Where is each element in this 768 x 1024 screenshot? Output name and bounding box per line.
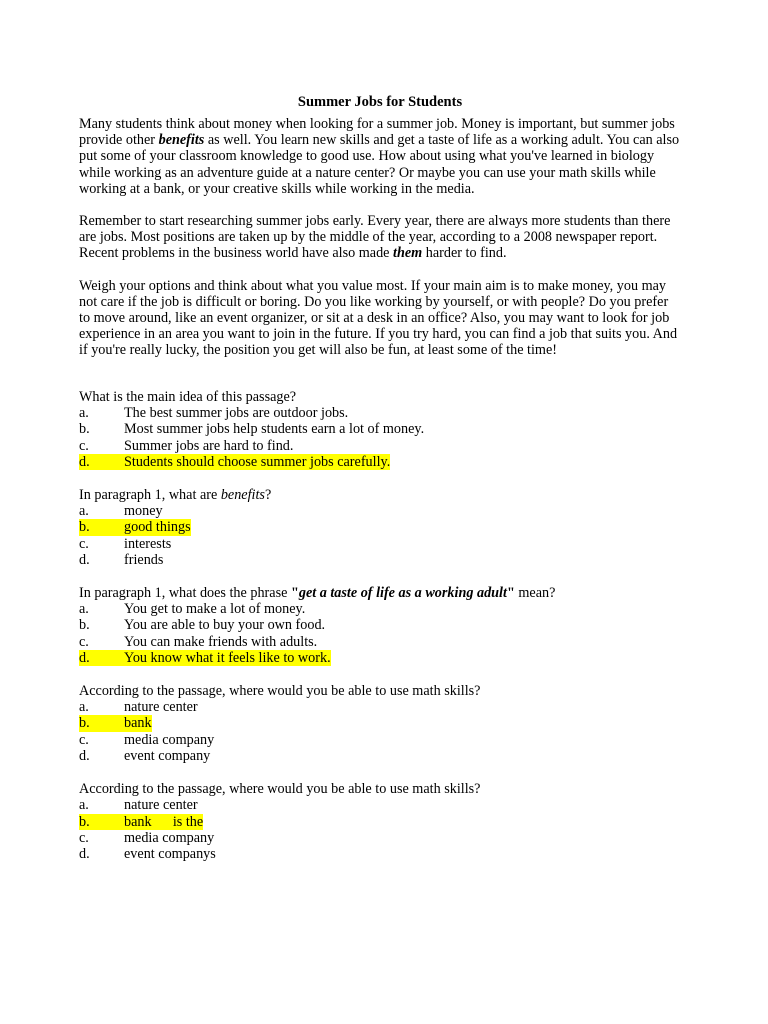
option-highlight xyxy=(79,519,191,535)
option-letter: a. xyxy=(79,797,89,814)
question-1-option-c xyxy=(79,438,681,454)
question-2-stem xyxy=(79,487,681,503)
question-3-close-quote: " xyxy=(506,584,515,601)
option-highlight xyxy=(79,732,214,748)
option-highlight xyxy=(79,438,293,454)
option-text: money xyxy=(124,503,163,520)
option-letter: a. xyxy=(79,503,89,520)
question-4-option-b xyxy=(79,715,681,731)
option-text: good things xyxy=(124,519,191,536)
option-text: Students should choose summer jobs carefully. xyxy=(124,453,391,470)
question-1 xyxy=(79,389,681,470)
option-text: The best summer jobs are outdoor jobs. xyxy=(124,404,349,421)
question-3-option-c xyxy=(79,634,681,650)
question-5-option-d xyxy=(79,846,681,862)
option-letter: c. xyxy=(79,535,89,552)
option-highlight xyxy=(79,830,214,846)
paragraph-2 xyxy=(79,213,681,262)
question-4-stem: According to the passage, where would you be able to use math skills? xyxy=(79,682,481,699)
option-letter: a. xyxy=(79,601,89,618)
option-letter: c. xyxy=(79,437,89,454)
paragraph-1 xyxy=(79,116,681,197)
question-3-stem-b: mean? xyxy=(514,584,556,601)
question-2-option-b xyxy=(79,519,681,535)
option-text: friends xyxy=(124,551,164,568)
option-highlight xyxy=(79,536,171,552)
option-highlight xyxy=(79,552,163,568)
paragraph-1-text-a: Many students think about money when looking for a summer job. Money is important, but summer jobs provide other xyxy=(79,116,675,149)
option-text: media company xyxy=(124,731,215,748)
question-2-option-c xyxy=(79,536,681,552)
option-highlight xyxy=(79,699,198,715)
paragraph-2-emphasis: them xyxy=(393,245,423,262)
option-letter: c. xyxy=(79,829,89,846)
option-highlight xyxy=(79,715,152,731)
option-text: media company xyxy=(124,829,215,846)
question-2-stem-a: In paragraph 1, what are xyxy=(79,486,221,503)
question-2-option-a xyxy=(79,503,681,519)
question-4 xyxy=(79,683,681,764)
option-highlight xyxy=(79,617,325,633)
option-letter: d. xyxy=(79,551,90,568)
question-2-option-d xyxy=(79,552,681,568)
question-3-option-a xyxy=(79,601,681,617)
paragraph-2-text-a: Remember to start researching summer jobs early. Every year, there are always more students than there are jobs. Most positions are taken up by the middle of the year, according to a 2008 newspaper report. Recent problems in the business world have also made xyxy=(79,213,671,262)
document-title: Summer Jobs for Students xyxy=(297,94,463,110)
option-highlight xyxy=(79,421,424,437)
option-letter: b. xyxy=(79,813,90,830)
question-5-option-b xyxy=(79,814,681,830)
option-letter: b. xyxy=(79,519,90,536)
option-text: Most summer jobs help students earn a lot of money. xyxy=(124,421,425,438)
option-letter: b. xyxy=(79,617,90,634)
option-text: event companys xyxy=(124,846,216,863)
option-highlight xyxy=(79,846,216,862)
document-page xyxy=(79,92,681,879)
option-highlight xyxy=(79,748,210,764)
option-letter: b. xyxy=(79,715,90,732)
option-highlight xyxy=(79,814,203,830)
option-letter: d. xyxy=(79,453,90,470)
option-letter: b. xyxy=(79,421,90,438)
option-letter: a. xyxy=(79,699,89,716)
question-3 xyxy=(79,585,681,666)
question-2-stem-emphasis: benefits xyxy=(220,486,265,503)
question-3-option-b xyxy=(79,617,681,633)
question-5-stem: According to the passage, where would you be able to use math skills? xyxy=(79,780,481,797)
question-1-option-a xyxy=(79,405,681,421)
question-1-option-b xyxy=(79,421,681,437)
paragraph-1-emphasis: benefits xyxy=(158,132,205,149)
question-3-stem-emphasis: get a taste of life as a working adult xyxy=(298,584,507,601)
option-letter: d. xyxy=(79,846,90,863)
question-3-stem-a: In paragraph 1, what does the phrase xyxy=(79,584,291,601)
question-2 xyxy=(79,487,681,568)
question-5 xyxy=(79,781,681,862)
option-text: bank xyxy=(124,715,152,732)
question-1-option-d xyxy=(79,454,681,470)
option-highlight xyxy=(79,650,331,666)
option-letter: c. xyxy=(79,633,89,650)
option-text: You get to make a lot of money. xyxy=(124,601,306,618)
question-2-stem-b: ? xyxy=(264,486,272,503)
question-5-option-c xyxy=(79,830,681,846)
option-highlight xyxy=(79,454,390,470)
question-list xyxy=(79,389,681,863)
paragraph-3: Weigh your options and think about what you value most. If your main aim is to make money, you may not care if the job is difficult or boring. Do you like working by yourself, or with people? Do you prefer to move around, like an event organizer, or sit at a desk in an office? Also, you may want to look for job experience in an area you want to join in the future. If you try hard, you can find a job that suits you. And if you're really lucky, the position you get will also be fun, at least some of the time! xyxy=(79,277,678,359)
option-text: You can make friends with adults. xyxy=(124,633,318,650)
option-text: nature center xyxy=(124,699,198,716)
option-text: You are able to buy your own food. xyxy=(124,617,326,634)
question-4-option-a xyxy=(79,699,681,715)
option-letter: c. xyxy=(79,731,89,748)
question-4-option-c xyxy=(79,732,681,748)
option-highlight xyxy=(79,503,163,519)
question-3-open-quote: " xyxy=(290,584,299,601)
option-highlight xyxy=(79,797,198,813)
option-highlight xyxy=(79,634,317,650)
option-text: event company xyxy=(124,748,211,765)
option-highlight xyxy=(79,601,305,617)
option-text: bank is the xyxy=(124,813,204,830)
question-5-option-a xyxy=(79,797,681,813)
option-text: You know what it feels like to work. xyxy=(124,649,331,666)
question-3-stem xyxy=(79,585,681,601)
question-3-option-d xyxy=(79,650,681,666)
option-highlight xyxy=(79,405,348,421)
option-letter: a. xyxy=(79,404,89,421)
paragraph-1-text-b: as well. You learn new skills and get a taste of life as a working adult. You can also put some of your classroom knowledge to good use. How about using what you've learned in biology while working as an adventure guide at a nature center? Or maybe you can use your math skills while working at a bank, or your creative skills while working in the media. xyxy=(79,132,680,197)
option-letter: d. xyxy=(79,649,90,666)
question-1-stem: What is the main idea of this passage? xyxy=(79,388,297,405)
question-4-option-d xyxy=(79,748,681,764)
option-letter: d. xyxy=(79,748,90,765)
option-text: Summer jobs are hard to find. xyxy=(124,437,294,454)
option-text: nature center xyxy=(124,797,198,814)
option-text: interests xyxy=(124,535,172,552)
paragraph-2-text-b: harder to find. xyxy=(422,245,507,262)
